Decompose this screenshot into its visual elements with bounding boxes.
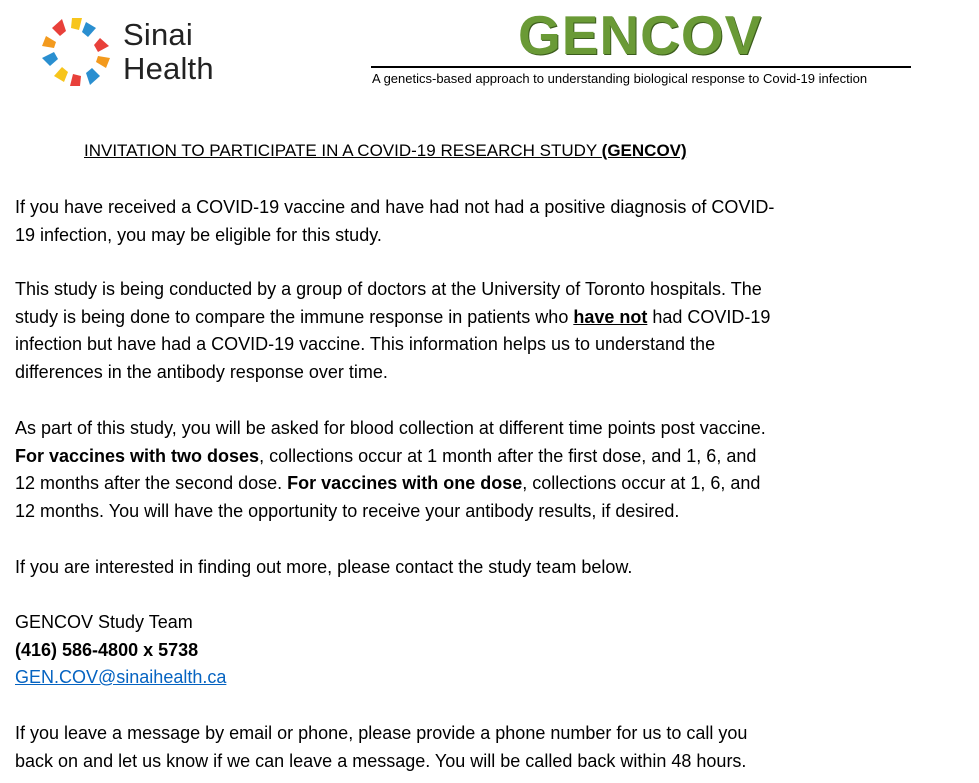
description-line-4: differences in the antibody response over time. bbox=[15, 361, 388, 382]
page-title bbox=[84, 141, 687, 161]
emphasis-have-not: have not bbox=[573, 306, 648, 327]
gencov-tagline: A genetics-based approach to understanding biological response to Covid-19 infection bbox=[372, 71, 868, 86]
callback-line-1: If you leave a message by email or phone, please provide a phone number for us to call you bbox=[15, 723, 748, 743]
contact-team: GENCOV Study Team bbox=[15, 612, 193, 632]
eligibility-line-2: 19 infection, you may be eligible for this study. bbox=[15, 224, 382, 245]
contact-phone: (416) 586-4800 x 5738 bbox=[15, 639, 199, 660]
callback-paragraph bbox=[15, 720, 915, 775]
collection-line-2: For vaccines with two doses, collections occur at 1 month after the first dose, and 1, 6, and bbox=[15, 445, 757, 466]
description-line-3: infection but have had a COVID-19 vaccine. This information helps us to understand the bbox=[15, 334, 716, 354]
description-line-1: This study is being conducted by a group of doctors at the University of Toronto hospitals. The bbox=[15, 279, 762, 299]
contact-block bbox=[15, 609, 915, 692]
blood-collection-paragraph bbox=[15, 415, 915, 525]
collection-line-3: 12 months after the second dose. For vaccines with one dose, collections occur at 1, 6, and bbox=[15, 473, 761, 493]
sinai-wordmark-line1: Sinai bbox=[123, 17, 193, 52]
sinai-health-logo bbox=[38, 14, 238, 94]
two-doses-emphasis: For vaccines with two doses bbox=[15, 445, 260, 466]
gencov-logo-title: GENCOV bbox=[518, 4, 763, 66]
sinai-flower-icon bbox=[38, 14, 118, 94]
collection-line-4: 12 months. You will have the opportunity to receive your antibody results, if desired. bbox=[15, 500, 680, 521]
contact-email-link[interactable]: GEN.COV@sinaihealth.ca bbox=[15, 667, 227, 687]
one-dose-emphasis: For vaccines with one dose bbox=[287, 473, 523, 493]
sinai-health-wordmark bbox=[123, 18, 214, 86]
sinai-wordmark-line2: Health bbox=[123, 51, 214, 86]
collection-line-1: As part of this study, you will be asked for blood collection at different time points post vaccine. bbox=[15, 418, 766, 438]
interest-paragraph: If you are interested in finding out more, please contact the study team below. bbox=[15, 557, 633, 577]
page-title-acronym: (GENCOV) bbox=[601, 141, 687, 160]
callback-line-2: back on and let us know if we can leave a message. You will be called back within 48 hours. bbox=[15, 750, 747, 771]
page-title-text: INVITATION TO PARTICIPATE IN A COVID-19 RESEARCH STUDY bbox=[84, 141, 602, 160]
eligibility-paragraph bbox=[15, 194, 915, 249]
study-description-paragraph bbox=[15, 276, 915, 386]
eligibility-line-1: If you have received a COVID-19 vaccine and have had not had a positive diagnosis of COVID- bbox=[15, 197, 775, 217]
gencov-divider bbox=[371, 66, 911, 68]
description-line-2: study is being done to compare the immune response in patients who have not had COVID-19 bbox=[15, 306, 771, 327]
